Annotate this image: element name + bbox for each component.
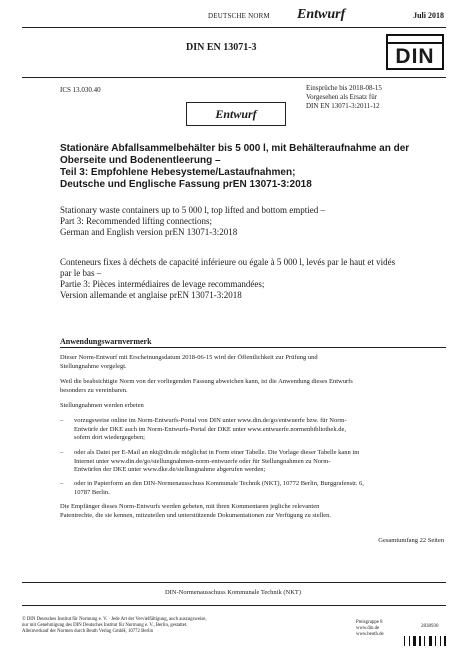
- text-line: sofern dort wiedergegeben;: [74, 434, 145, 441]
- committee-name: DIN-Normenausschuss Kommunale Technik (NKT): [164, 589, 302, 596]
- title-line: Deutsche und Englische Fassung prEN 13071-3:2018: [60, 179, 312, 190]
- barcode-stripe: [444, 636, 446, 646]
- beuth-website: www.beuth.de: [356, 632, 384, 637]
- warning-heading: Anwendungswarnvermerk: [60, 337, 152, 346]
- objection-info: [306, 84, 382, 111]
- barcode-stripe: [413, 636, 416, 646]
- norm-type-label: DEUTSCHE NORM: [208, 12, 270, 20]
- title-line: German and English version prEN 13071-3:2018: [60, 227, 238, 237]
- text-line: © DIN Deutsches Institut für Normung e. V. · Jede Art der Vervielfältigung, auch auszugsweise,: [22, 617, 207, 622]
- text-line: Internet unter www.din.de/go/stellungnahmen-norm-entwuerfe oder für Stellungnahmen zu Norm-: [74, 457, 331, 465]
- text-line: 10787 Berlin.: [74, 488, 110, 496]
- draft-box: Entwurf: [186, 102, 286, 126]
- copyright-notice: [22, 617, 322, 635]
- barcode-stripe: [435, 636, 436, 646]
- title-line: Version allemande et anglaise prEN 13071-3:2018: [60, 290, 242, 300]
- barcode-stripe: [419, 636, 421, 646]
- price-info: [356, 620, 384, 638]
- price-group: Preisgruppe 8: [356, 620, 383, 625]
- text-line: Weil die beabsichtigte Norm von der vorliegenden Fassung abweichen kann, ist die Anwendung dieses Entwurfs: [60, 378, 353, 385]
- total-pages: Gesamtumfang 22 Seiten: [378, 537, 444, 544]
- warning-paragraph-1: [60, 354, 446, 371]
- list-item: [60, 449, 446, 475]
- text-line: oder als Datei per E-Mail an nkt@din.de möglichst in Form einer Tabelle. Die Vorlage dieser Tabelle kann im: [74, 449, 360, 456]
- din-logo-text: DIN: [395, 44, 435, 68]
- text-line: nur mit Genehmigung des DIN Deutsches Institut für Normung e. V., Berlin, gestattet.: [22, 623, 188, 628]
- document-number: DIN EN 13071-3: [186, 42, 257, 53]
- upper-rule: [22, 77, 446, 78]
- list-text: [74, 449, 446, 475]
- title-line: Part 3: Recommended lifting connections;: [60, 216, 212, 226]
- document-id: 2838930: [421, 624, 439, 629]
- title-line: Oberseite und Bodenentleerung –: [60, 155, 221, 166]
- lower-rule: [22, 582, 446, 583]
- text-line: Alleinverkauf der Normen durch Beuth Verlag GmbH, 10772 Berlin: [22, 629, 154, 634]
- ics-code: ICS 13.030.40: [60, 86, 101, 94]
- replacement-note: Vorgesehen als Ersatz für: [306, 93, 378, 101]
- list-item: [60, 480, 446, 497]
- footer-rule: [22, 605, 446, 606]
- warning-rule: [60, 347, 446, 348]
- text-line: Die Empfänger dieses Norm-Entwurfs werden gebeten, mit ihren Kommentaren jegliche relevanten: [60, 503, 320, 510]
- text-line: Entwürfen der DKE unter www.dke.de/stellungnahme abgerufen werden;: [74, 466, 266, 473]
- din-logo: [386, 34, 444, 70]
- text-line: Stellungnahme vorgelegt.: [60, 362, 127, 370]
- title-line: Conteneurs fixes à déchets de capacité inférieure ou égale à 5 000 l, levés par le haut et vidés: [60, 257, 396, 267]
- list-dash: –: [60, 449, 64, 456]
- text-line: oder in Papierform an den DIN-Normenausschuss Kommunale Technik (NKT), 10772 Berlin, Burggrafenstr. 6,: [74, 480, 364, 487]
- issue-date: Juli 2018: [413, 11, 444, 20]
- list-item: [60, 417, 446, 443]
- text-line: Dieser Norm-Entwurf mit Erscheinungsdatum 2018-06-15 wird der Öffentlichkeit zur Prüfung und: [60, 354, 318, 361]
- draft-label: Entwurf: [297, 7, 346, 22]
- text-line: Patentrechte, die sie kennen, mitzuteilen und unterstützende Dokumentationen zur Verfügung zu stellen.: [60, 511, 331, 519]
- barcode: [404, 636, 446, 646]
- text-line: Entwürfe der DKE auch im Norm-Entwurfs-Portal der DKE unter www.entwuerfe.normenbibliothek.de,: [74, 425, 346, 433]
- page-header: [0, 7, 466, 26]
- din-website: www.din.de: [356, 626, 380, 631]
- barcode-stripe: [404, 636, 405, 646]
- din-logo-bar: [388, 36, 442, 44]
- title-line: Stationary waste containers up to 5 000 l, top lifted and bottom emptied –: [60, 205, 325, 215]
- list-dash: –: [60, 417, 64, 424]
- title-line: Partie 3: Pièces intermédiaires de levage recommandées;: [60, 279, 265, 289]
- warning-paragraph-2: [60, 378, 446, 395]
- barcode-stripe: [440, 636, 441, 646]
- replaced-standard: DIN EN 13071-3:2011-12: [306, 102, 380, 110]
- barcode-stripe: [409, 636, 410, 646]
- list-text: [74, 480, 446, 497]
- title-french: [60, 257, 450, 301]
- title-line: par le bas –: [60, 268, 102, 278]
- header-rule: [22, 27, 446, 28]
- title-line: Teil 3: Empfohlene Hebesysteme/Lastaufnahmen;: [60, 167, 296, 178]
- title-line: Stationäre Abfallsammelbehälter bis 5 000 l, mit Behälteraufnahme an der: [60, 143, 410, 154]
- title-german: [60, 143, 450, 191]
- objection-deadline: Einsprüche bis 2018-08-15: [306, 84, 382, 92]
- title-english: [60, 205, 450, 238]
- text-line: besonders zu vereinbaren.: [60, 386, 128, 394]
- warning-paragraph-3: Stellungnahmen werden erbeten: [60, 402, 144, 409]
- warning-paragraph-4: [60, 503, 446, 520]
- text-line: vorzugsweise online im Norm-Entwurfs-Portal von DIN unter www.din.de/go/entwuerfe bzw. für Norm-: [74, 417, 347, 424]
- list-text: [74, 417, 446, 443]
- barcode-stripe: [424, 636, 425, 646]
- barcode-stripe: [429, 636, 432, 646]
- list-dash: –: [60, 480, 64, 487]
